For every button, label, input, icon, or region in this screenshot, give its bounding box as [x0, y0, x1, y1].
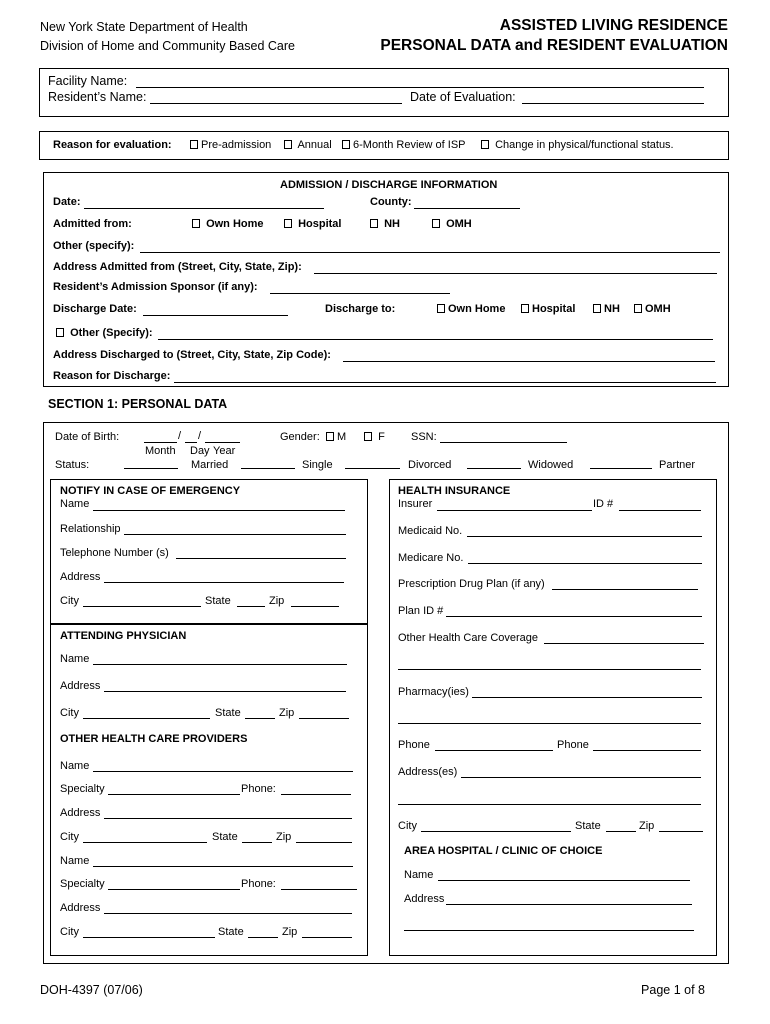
- partner-label: Partner: [659, 459, 696, 471]
- provider1-city-field[interactable]: [83, 842, 207, 843]
- discharge-own-home[interactable]: Own Home: [437, 303, 505, 315]
- pharmacy-addresses-field-2[interactable]: [398, 804, 701, 805]
- other-coverage-field-2[interactable]: [398, 669, 701, 670]
- plan-id-label: Plan ID #: [398, 605, 444, 617]
- form-title-line2: PERSONAL DATA and RESIDENT EVALUATION: [380, 37, 728, 54]
- admission-date-field[interactable]: [84, 208, 324, 209]
- emergency-name-label: Name: [60, 498, 90, 510]
- other-specify-field[interactable]: [140, 252, 720, 253]
- form-title-line1: ASSISTED LIVING RESIDENCE: [499, 17, 728, 34]
- admitted-nh[interactable]: NH: [370, 218, 400, 230]
- admission-date-label: Date:: [53, 196, 81, 208]
- pharmacy-state-field[interactable]: [606, 831, 636, 832]
- address-admitted-label: Address Admitted from (Street, City, State, Zip):: [53, 261, 302, 273]
- provider2-specialty-field[interactable]: [108, 889, 240, 890]
- checkbox-icon[interactable]: [192, 219, 200, 228]
- checkbox-icon[interactable]: [364, 432, 372, 441]
- other-coverage-field[interactable]: [544, 643, 704, 644]
- physician-state-label: State: [215, 707, 241, 719]
- widowed-label: Widowed: [528, 459, 574, 471]
- checkbox-icon[interactable]: [284, 219, 292, 228]
- provider1-specialty-field[interactable]: [108, 794, 240, 795]
- checkbox-icon[interactable]: [56, 328, 64, 337]
- reason-discharge-field[interactable]: [174, 382, 716, 383]
- checkbox-icon[interactable]: [284, 140, 292, 149]
- medicare-label: Medicare No.: [398, 552, 464, 564]
- dob-label: Date of Birth:: [55, 431, 120, 443]
- provider2-address-field[interactable]: [104, 913, 352, 914]
- admitted-hospital[interactable]: Hospital: [284, 218, 341, 230]
- provider2-address-label: Address: [60, 902, 101, 914]
- insurance-heading: HEALTH INSURANCE: [398, 485, 511, 497]
- county-field[interactable]: [414, 208, 520, 209]
- medicare-field[interactable]: [468, 563, 702, 564]
- provider1-address-label: Address: [60, 807, 101, 819]
- discharge-date-field[interactable]: [143, 315, 288, 316]
- provider1-address-field[interactable]: [104, 818, 352, 819]
- pharmacy-addresses-field[interactable]: [461, 777, 701, 778]
- gender-label: Gender:: [280, 431, 320, 443]
- provider1-phone-field[interactable]: [281, 794, 351, 795]
- emergency-heading: NOTIFY IN CASE OF EMERGENCY: [60, 485, 241, 497]
- insurer-id-field[interactable]: [619, 510, 701, 511]
- rx-plan-label: Prescription Drug Plan (if any): [398, 578, 545, 590]
- provider1-specialty-label: Specialty: [60, 783, 105, 795]
- checkbox-icon[interactable]: [190, 140, 198, 149]
- resident-name-field[interactable]: [150, 103, 402, 104]
- emergency-city-field[interactable]: [83, 606, 201, 607]
- pharmacy-phone1-label: Phone: [398, 739, 430, 751]
- admitted-from-label: Admitted from:: [53, 218, 132, 230]
- emergency-relationship-label: Relationship: [60, 523, 121, 535]
- provider2-name-field[interactable]: [93, 866, 353, 867]
- checkbox-icon[interactable]: [437, 304, 445, 313]
- provider1-name-label: Name: [60, 760, 90, 772]
- other-specify-label: Other (specify):: [53, 240, 135, 252]
- reason-6month[interactable]: 6-Month Review of ISP: [342, 139, 466, 151]
- ssn-field[interactable]: [440, 442, 567, 443]
- physician-name-label: Name: [60, 653, 90, 665]
- provider2-state-label: State: [218, 926, 244, 938]
- married-field[interactable]: [124, 468, 178, 469]
- dob-month-field[interactable]: [144, 442, 177, 443]
- provider2-state-field[interactable]: [248, 937, 278, 938]
- pharmacy-zip-field[interactable]: [659, 831, 703, 832]
- provider2-phone-field[interactable]: [281, 889, 357, 890]
- pharmacy-field[interactable]: [472, 697, 702, 698]
- provider1-zip-field[interactable]: [296, 842, 352, 843]
- discharge-date-label: Discharge Date:: [53, 303, 137, 315]
- emergency-telephone-field[interactable]: [176, 558, 346, 559]
- month-caption: Month: [145, 445, 176, 457]
- pharmacy-phone1-field[interactable]: [435, 750, 553, 751]
- admitted-omh[interactable]: OMH: [432, 218, 472, 230]
- admission-heading: ADMISSION / DISCHARGE INFORMATION: [280, 179, 498, 191]
- pharmacy-phone2-label: Phone: [557, 739, 589, 751]
- hospital-heading: AREA HOSPITAL / CLINIC OF CHOICE: [404, 845, 603, 857]
- reason-label: Reason for evaluation:: [53, 139, 172, 151]
- reason-discharge-label: Reason for Discharge:: [53, 370, 171, 382]
- checkbox-icon[interactable]: [326, 432, 334, 441]
- pharmacy-zip-label: Zip: [639, 820, 655, 832]
- hospital-address-label: Address: [404, 893, 445, 905]
- division-name: Division of Home and Community Based Care: [40, 39, 295, 53]
- date-of-evaluation-label: Date of Evaluation:: [410, 90, 516, 104]
- divorced-label: Divorced: [408, 459, 452, 471]
- provider1-state-field[interactable]: [242, 842, 272, 843]
- provider1-city-label: City: [60, 831, 79, 843]
- pharmacy-field-2[interactable]: [398, 723, 701, 724]
- checkbox-icon[interactable]: [342, 140, 350, 149]
- hospital-address-field-2[interactable]: [404, 930, 694, 931]
- discharge-other-field[interactable]: [158, 339, 713, 340]
- provider2-zip-label: Zip: [282, 926, 298, 938]
- physician-state-field[interactable]: [245, 718, 275, 719]
- provider2-specialty-label: Specialty: [60, 878, 105, 890]
- address-discharged-label: Address Discharged to (Street, City, State, Zip Code):: [53, 349, 331, 361]
- emergency-address-field[interactable]: [104, 582, 344, 583]
- ssn-label: SSN:: [411, 431, 437, 443]
- insurer-field[interactable]: [437, 510, 592, 511]
- pharmacy-label: Pharmacy(ies): [398, 686, 469, 698]
- hospital-name-field[interactable]: [438, 880, 690, 881]
- physician-address-label: Address: [60, 680, 101, 692]
- divorced-field[interactable]: [345, 468, 400, 469]
- dob-day-field[interactable]: [185, 442, 197, 443]
- insurance-box: [389, 479, 717, 956]
- facility-name-label: Facility Name:: [48, 74, 128, 88]
- rx-plan-field[interactable]: [552, 589, 698, 590]
- emergency-zip-field[interactable]: [291, 606, 339, 607]
- discharge-hospital[interactable]: Hospital: [521, 303, 575, 315]
- partner-field[interactable]: [590, 468, 652, 469]
- insurer-id-label: ID #: [593, 498, 614, 510]
- checkbox-icon[interactable]: [521, 304, 529, 313]
- physician-address-field[interactable]: [104, 691, 346, 692]
- discharge-other-specify[interactable]: Other (Specify):: [56, 327, 153, 339]
- other-coverage-label: Other Health Care Coverage: [398, 632, 539, 644]
- emergency-city-label: City: [60, 595, 79, 607]
- resident-name-label: Resident’s Name:: [48, 90, 147, 104]
- dob-year-field[interactable]: [205, 442, 240, 443]
- discharge-to-label: Discharge to:: [325, 303, 396, 315]
- physician-zip-field[interactable]: [299, 718, 349, 719]
- emergency-state-label: State: [205, 595, 231, 607]
- provider1-name-field[interactable]: [93, 771, 353, 772]
- reason-annual[interactable]: Annual: [284, 139, 332, 151]
- emergency-name-field[interactable]: [93, 510, 345, 511]
- provider2-city-field[interactable]: [83, 937, 215, 938]
- medicaid-label: Medicaid No.: [398, 525, 463, 537]
- page-number: Page 1 of 8: [641, 983, 705, 997]
- day-caption: Day: [190, 445, 210, 457]
- section1-title: SECTION 1: PERSONAL DATA: [48, 397, 228, 411]
- address-discharged-field[interactable]: [343, 361, 715, 362]
- provider1-state-label: State: [212, 831, 238, 843]
- hospital-address-field[interactable]: [446, 904, 692, 905]
- physician-heading: ATTENDING PHYSICIAN: [60, 630, 187, 642]
- reason-change-status[interactable]: Change in physical/functional status.: [481, 139, 674, 151]
- gender-f-option[interactable]: F: [364, 431, 385, 443]
- discharge-nh[interactable]: NH: [593, 303, 620, 315]
- physician-city-label: City: [60, 707, 79, 719]
- provider1-phone-label: Phone:: [241, 783, 276, 795]
- checkbox-icon[interactable]: [432, 219, 440, 228]
- checkbox-icon[interactable]: [481, 140, 489, 149]
- hospital-name-label: Name: [404, 869, 434, 881]
- pharmacy-city-field[interactable]: [421, 831, 571, 832]
- emergency-relationship-field[interactable]: [124, 534, 346, 535]
- status-label: Status:: [55, 459, 90, 471]
- county-label: County:: [370, 196, 412, 208]
- date-of-evaluation-field[interactable]: [522, 103, 704, 104]
- sponsor-field[interactable]: [270, 293, 450, 294]
- medicaid-field[interactable]: [467, 536, 702, 537]
- provider2-city-label: City: [60, 926, 79, 938]
- insurer-label: Insurer: [398, 498, 433, 510]
- checkbox-icon[interactable]: [634, 304, 642, 313]
- single-field[interactable]: [241, 468, 295, 469]
- physician-zip-label: Zip: [279, 707, 295, 719]
- pharmacy-state-label: State: [575, 820, 601, 832]
- department-name: New York State Department of Health: [40, 20, 248, 34]
- address-admitted-field[interactable]: [314, 273, 717, 274]
- discharge-omh[interactable]: OMH: [634, 303, 671, 315]
- provider2-zip-field[interactable]: [302, 937, 352, 938]
- physician-name-field[interactable]: [93, 664, 347, 665]
- facility-name-field[interactable]: [136, 87, 704, 88]
- pharmacy-city-label: City: [398, 820, 417, 832]
- provider2-phone-label: Phone:: [241, 878, 276, 890]
- physician-city-field[interactable]: [83, 718, 210, 719]
- emergency-address-label: Address: [60, 571, 101, 583]
- emergency-state-field[interactable]: [237, 606, 265, 607]
- single-label: Single: [302, 459, 333, 471]
- provider2-name-label: Name: [60, 855, 90, 867]
- emergency-zip-label: Zip: [269, 595, 285, 607]
- reason-preadmission[interactable]: Pre-admission: [190, 139, 271, 151]
- checkbox-icon[interactable]: [593, 304, 601, 313]
- emergency-telephone-label: Telephone Number (s): [60, 547, 169, 559]
- gender-m-option[interactable]: M: [326, 431, 346, 443]
- plan-id-field[interactable]: [446, 616, 702, 617]
- married-label: Married: [191, 459, 229, 471]
- checkbox-icon[interactable]: [370, 219, 378, 228]
- pharmacy-phone2-field[interactable]: [593, 750, 701, 751]
- providers-heading: OTHER HEALTH CARE PROVIDERS: [60, 733, 248, 745]
- sponsor-label: Resident’s Admission Sponsor (if any):: [53, 281, 258, 293]
- admitted-own-home[interactable]: Own Home: [192, 218, 264, 230]
- year-caption: Year: [213, 445, 236, 457]
- form-id: DOH-4397 (07/06): [40, 983, 143, 997]
- provider1-zip-label: Zip: [276, 831, 292, 843]
- widowed-field[interactable]: [467, 468, 521, 469]
- pharmacy-addresses-label: Address(es): [398, 766, 458, 778]
